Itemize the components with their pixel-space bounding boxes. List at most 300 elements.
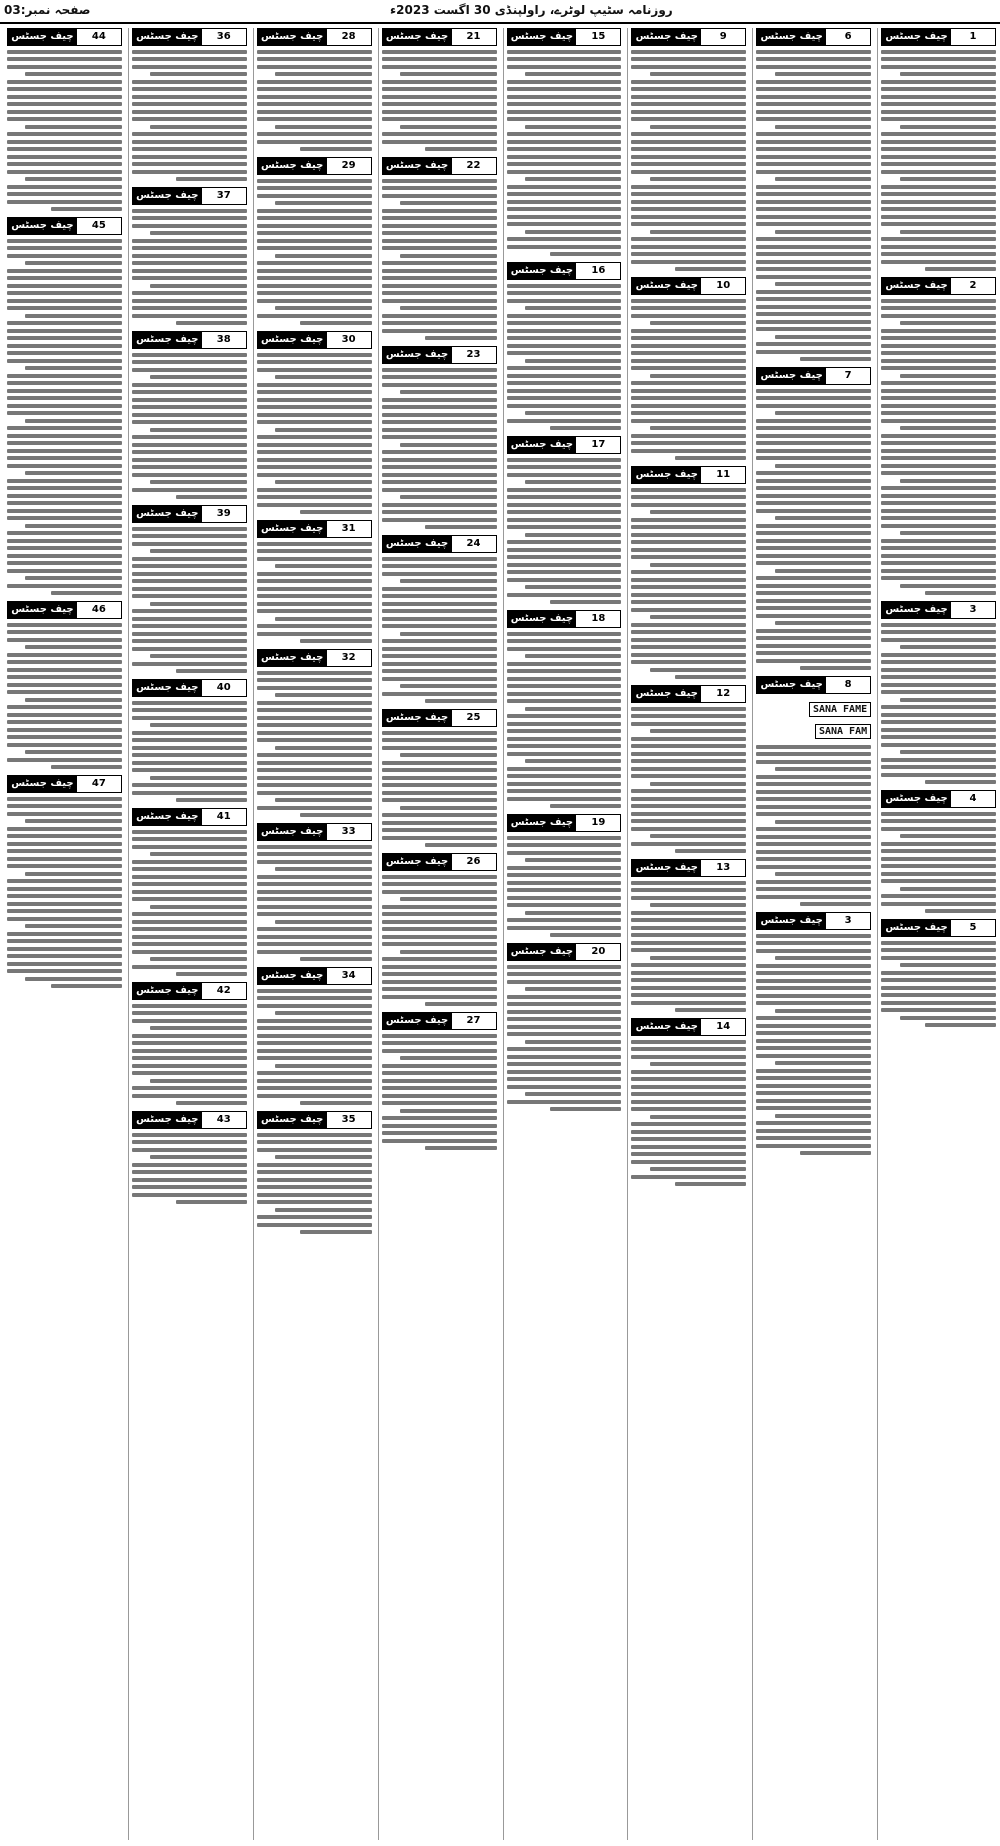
text-line — [881, 978, 996, 982]
text-line — [7, 147, 122, 151]
text-line — [382, 957, 497, 961]
item-number: 47 — [77, 776, 121, 792]
text-line — [756, 782, 871, 786]
text-line — [132, 57, 247, 61]
text-line — [382, 1139, 497, 1143]
text-line — [257, 845, 372, 849]
text-line — [132, 239, 247, 243]
text-line — [775, 125, 871, 129]
text-line — [525, 585, 621, 589]
text-line — [775, 820, 871, 824]
item-body-text — [881, 812, 996, 914]
text-line — [257, 194, 372, 198]
text-line — [550, 426, 621, 430]
item-body-text — [631, 881, 746, 1013]
text-line — [650, 729, 746, 733]
text-line — [150, 125, 246, 129]
text-line — [631, 525, 746, 529]
item-label: چیف جسٹس — [632, 278, 701, 294]
news-item — [382, 853, 497, 1006]
text-line — [132, 488, 247, 492]
text-line — [881, 516, 996, 520]
text-line — [756, 185, 871, 189]
text-line — [132, 609, 247, 613]
news-item — [507, 262, 622, 430]
text-line — [775, 230, 871, 234]
item-number: 23 — [452, 347, 496, 363]
item-label: چیف جسٹس — [8, 218, 77, 234]
text-line — [525, 1092, 621, 1096]
text-line — [257, 1215, 372, 1219]
text-line — [382, 1034, 497, 1038]
text-line — [257, 996, 372, 1000]
text-line — [132, 1011, 247, 1015]
text-line — [382, 57, 497, 61]
text-line — [132, 155, 247, 159]
text-line — [382, 428, 497, 432]
text-line — [257, 708, 372, 712]
item-number: 2 — [951, 278, 995, 294]
text-line — [275, 306, 371, 310]
text-line — [525, 759, 621, 763]
text-line — [631, 827, 746, 831]
text-line — [132, 867, 247, 871]
text-line — [756, 426, 871, 430]
text-line — [631, 759, 746, 763]
text-line — [7, 758, 122, 762]
text-line — [275, 798, 371, 802]
text-line — [382, 791, 497, 795]
text-line — [257, 768, 372, 772]
text-line — [631, 1160, 746, 1164]
text-line — [507, 851, 622, 855]
item-label: چیف جسٹس — [258, 29, 327, 45]
item-number-box — [507, 436, 622, 454]
text-line — [631, 434, 746, 438]
news-item — [881, 28, 996, 271]
text-line — [425, 1146, 496, 1150]
text-line — [507, 321, 622, 325]
text-line — [132, 1193, 247, 1197]
text-line — [382, 624, 497, 628]
text-line — [7, 849, 122, 853]
text-line — [881, 812, 996, 816]
text-line — [881, 57, 996, 61]
text-line — [132, 927, 247, 931]
item-body-text — [507, 632, 622, 809]
text-line — [132, 276, 247, 280]
text-line — [775, 282, 871, 286]
text-line — [257, 80, 372, 84]
text-line — [382, 572, 497, 576]
text-line — [132, 639, 247, 643]
text-line — [756, 887, 871, 891]
text-line — [881, 993, 996, 997]
text-line — [631, 1047, 746, 1051]
text-line — [7, 140, 122, 144]
item-number: 29 — [327, 158, 371, 174]
text-line — [382, 239, 497, 243]
text-line — [881, 630, 996, 634]
text-line — [132, 132, 247, 136]
text-line — [775, 872, 871, 876]
text-line — [425, 1002, 496, 1006]
text-line — [400, 806, 496, 810]
item-label: چیف جسٹس — [258, 650, 327, 666]
news-item — [507, 814, 622, 937]
text-line — [132, 738, 247, 742]
text-line — [400, 1109, 496, 1113]
text-line — [132, 1064, 247, 1068]
text-line — [176, 972, 247, 976]
text-line — [257, 1140, 372, 1144]
text-line — [7, 834, 122, 838]
item-label: چیف جسٹس — [508, 611, 577, 627]
item-number: 38 — [202, 332, 246, 348]
text-line — [507, 1070, 622, 1074]
text-line — [881, 735, 996, 739]
item-number: 36 — [202, 29, 246, 45]
text-line — [925, 909, 996, 913]
item-body-text — [382, 557, 497, 704]
text-line — [132, 413, 247, 417]
news-item — [881, 919, 996, 1027]
text-line — [900, 321, 996, 325]
text-line — [132, 1041, 247, 1045]
item-label: چیف جسٹس — [632, 860, 701, 876]
text-line — [257, 1223, 372, 1227]
text-line — [756, 297, 871, 301]
news-item — [7, 775, 122, 988]
item-label: چیف جسٹس — [383, 536, 452, 552]
text-line — [132, 170, 247, 174]
text-line — [7, 396, 122, 400]
text-line — [756, 449, 871, 453]
text-line — [132, 1094, 247, 1098]
text-line — [132, 542, 247, 546]
text-line — [756, 1039, 871, 1043]
text-line — [382, 813, 497, 817]
item-number-box — [257, 967, 372, 985]
text-line — [631, 147, 746, 151]
text-line — [756, 479, 871, 483]
text-line — [507, 215, 622, 219]
item-body-text — [132, 353, 247, 500]
text-line — [382, 209, 497, 213]
text-line — [132, 147, 247, 151]
text-line — [881, 956, 996, 960]
item-label: چیف جسٹس — [133, 809, 202, 825]
text-line — [881, 336, 996, 340]
text-line — [257, 632, 372, 636]
text-line — [257, 624, 372, 628]
text-line — [800, 1151, 871, 1155]
text-line — [631, 978, 746, 982]
text-line — [132, 1148, 247, 1152]
text-line — [650, 177, 746, 181]
item-number-box — [132, 28, 247, 46]
text-line — [7, 336, 122, 340]
text-line — [382, 503, 497, 507]
item-body-text — [382, 50, 497, 152]
text-line — [881, 306, 996, 310]
item-body-text — [756, 934, 871, 1156]
text-line — [7, 743, 122, 747]
item-number-box — [631, 466, 746, 484]
text-line — [382, 1041, 497, 1045]
text-line — [7, 426, 122, 430]
item-label: چیف جسٹس — [383, 29, 452, 45]
text-line — [650, 321, 746, 325]
text-line — [7, 827, 122, 831]
text-line — [507, 381, 622, 385]
text-line — [7, 797, 122, 801]
item-number-box — [507, 262, 622, 280]
item-body-text — [507, 458, 622, 605]
text-line — [132, 1185, 247, 1189]
text-line — [507, 797, 622, 801]
text-line — [900, 426, 996, 430]
text-line — [176, 669, 247, 673]
item-number: 46 — [77, 602, 121, 618]
text-line — [25, 72, 121, 76]
text-line — [132, 1086, 247, 1090]
text-line — [132, 920, 247, 924]
text-line — [756, 494, 871, 498]
text-line — [25, 924, 121, 928]
text-line — [507, 155, 622, 159]
text-line — [756, 501, 871, 505]
text-line — [756, 576, 871, 580]
text-line — [257, 701, 372, 705]
item-body-text — [132, 701, 247, 803]
text-line — [631, 404, 746, 408]
item-body-text — [507, 965, 622, 1112]
news-item — [631, 859, 746, 1012]
text-line — [382, 102, 497, 106]
item-number-box — [257, 823, 372, 841]
text-line — [756, 895, 871, 899]
text-line — [881, 576, 996, 580]
text-line — [275, 125, 371, 129]
text-line — [650, 72, 746, 76]
text-line — [756, 207, 871, 211]
text-line — [756, 162, 871, 166]
text-line — [382, 375, 497, 379]
text-line — [507, 132, 622, 136]
text-line — [7, 87, 122, 91]
text-line — [507, 980, 622, 984]
text-line — [881, 87, 996, 91]
text-line — [507, 1032, 622, 1036]
item-number: 3 — [826, 913, 870, 929]
item-label: چیف جسٹس — [882, 29, 951, 45]
text-line — [881, 359, 996, 363]
text-line — [631, 351, 746, 355]
text-line — [756, 760, 871, 764]
text-line — [7, 561, 122, 565]
text-line — [257, 542, 372, 546]
text-line — [507, 291, 622, 295]
text-line — [507, 245, 622, 249]
text-line — [881, 396, 996, 400]
text-line — [756, 441, 871, 445]
text-line — [881, 110, 996, 114]
text-line — [631, 714, 746, 718]
text-line — [382, 368, 497, 372]
text-line — [775, 956, 871, 960]
text-line — [900, 1016, 996, 1020]
text-line — [150, 957, 246, 961]
text-line — [382, 435, 497, 439]
text-line — [382, 216, 497, 220]
text-line — [132, 783, 247, 787]
text-line — [7, 192, 122, 196]
item-body-text — [507, 50, 622, 257]
text-line — [800, 357, 871, 361]
text-line — [507, 903, 622, 907]
text-line — [132, 473, 247, 477]
text-line — [756, 404, 871, 408]
text-line — [507, 782, 622, 786]
text-line — [132, 254, 247, 258]
text-line — [550, 600, 621, 604]
text-line — [132, 935, 247, 939]
item-number: 25 — [452, 710, 496, 726]
news-item — [7, 601, 122, 769]
text-line — [382, 405, 497, 409]
item-number-box — [382, 535, 497, 553]
text-line — [881, 773, 996, 777]
text-line — [507, 404, 622, 408]
text-line — [382, 269, 497, 273]
text-line — [257, 140, 372, 144]
text-line — [525, 654, 621, 658]
text-line — [631, 87, 746, 91]
text-line — [631, 842, 746, 846]
item-number-box — [881, 28, 996, 46]
text-line — [631, 737, 746, 741]
text-line — [756, 1129, 871, 1133]
text-line — [132, 450, 247, 454]
text-line — [631, 638, 746, 642]
text-line — [132, 731, 247, 735]
text-line — [257, 261, 372, 265]
text-line — [507, 50, 622, 54]
text-line — [25, 750, 121, 754]
text-line — [257, 1056, 372, 1060]
news-column — [877, 28, 996, 1840]
text-line — [7, 246, 122, 250]
text-line — [756, 986, 871, 990]
text-line — [775, 621, 871, 625]
text-line — [881, 260, 996, 264]
text-line — [382, 965, 497, 969]
item-body-text — [257, 845, 372, 962]
text-line — [400, 897, 496, 901]
text-line — [382, 875, 497, 879]
text-line — [525, 1040, 621, 1044]
item-number: 39 — [202, 506, 246, 522]
text-line — [881, 660, 996, 664]
text-line — [507, 774, 622, 778]
text-line — [132, 830, 247, 834]
text-line — [756, 1024, 871, 1028]
text-line — [631, 963, 746, 967]
text-line — [257, 110, 372, 114]
item-label: چیف جسٹس — [8, 776, 77, 792]
item-number: 26 — [452, 854, 496, 870]
text-line — [400, 390, 496, 394]
text-line — [132, 708, 247, 712]
text-line — [132, 458, 247, 462]
text-line — [631, 344, 746, 348]
text-line — [257, 383, 372, 387]
text-line — [507, 200, 622, 204]
text-line — [756, 835, 871, 839]
text-line — [382, 1124, 497, 1128]
text-line — [756, 456, 871, 460]
text-line — [631, 993, 746, 997]
text-line — [631, 752, 746, 756]
text-line — [382, 987, 497, 991]
text-line — [881, 449, 996, 453]
text-line — [881, 894, 996, 898]
text-line — [881, 668, 996, 672]
news-item — [257, 967, 372, 1105]
item-number-box — [631, 685, 746, 703]
news-item — [631, 685, 746, 853]
text-line — [7, 95, 122, 99]
text-line — [881, 720, 996, 724]
text-line — [275, 867, 371, 871]
news-column — [128, 28, 247, 1840]
text-line — [525, 987, 621, 991]
text-line — [756, 745, 871, 749]
text-line — [881, 389, 996, 393]
news-column — [627, 28, 746, 1840]
brand-name-box: SANA FAME — [809, 702, 871, 717]
text-line — [881, 827, 996, 831]
text-line — [525, 411, 621, 415]
text-line — [300, 321, 371, 325]
text-line — [900, 479, 996, 483]
text-line — [650, 426, 746, 430]
news-item — [132, 679, 247, 802]
text-line — [631, 926, 746, 930]
text-line — [132, 261, 247, 265]
text-line — [132, 557, 247, 561]
text-line — [756, 1069, 871, 1073]
item-number-box — [756, 28, 871, 46]
text-line — [756, 192, 871, 196]
text-line — [382, 87, 497, 91]
text-line — [900, 374, 996, 378]
text-line — [650, 1115, 746, 1119]
text-line — [132, 224, 247, 228]
text-line — [756, 1031, 871, 1035]
text-line — [881, 95, 996, 99]
item-number: 19 — [576, 815, 620, 831]
text-line — [7, 170, 122, 174]
text-line — [507, 344, 622, 348]
text-line — [507, 419, 622, 423]
text-line — [800, 666, 871, 670]
text-line — [25, 314, 121, 318]
text-line — [257, 753, 372, 757]
text-line — [631, 896, 746, 900]
text-line — [756, 170, 871, 174]
